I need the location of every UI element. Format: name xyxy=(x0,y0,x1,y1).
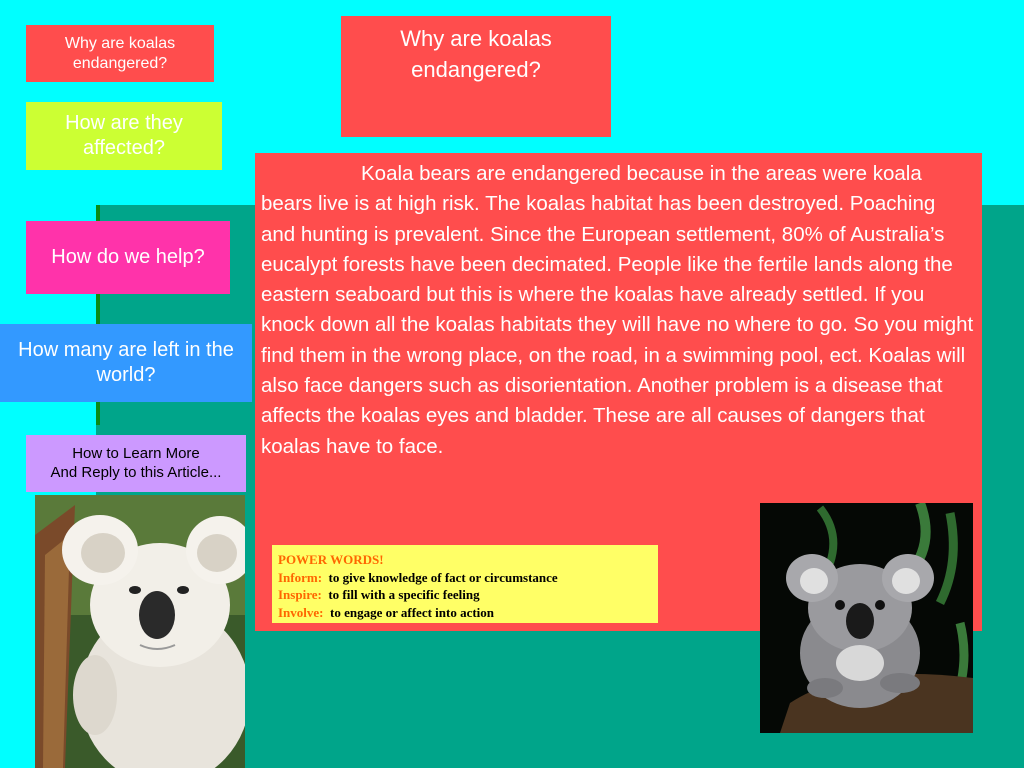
power-word-term: Inform: xyxy=(278,569,323,585)
koala-photo-left xyxy=(35,495,245,768)
nav-how-many-left-label: How many are left in the world? xyxy=(18,339,234,386)
nav-learn-more-button[interactable] xyxy=(26,435,246,492)
nav-how-affected-button[interactable] xyxy=(26,102,222,170)
page-title-text: Why are koalas endangered? xyxy=(400,26,552,82)
nav-how-many-left-button[interactable] xyxy=(0,324,252,402)
nav-learn-more-label xyxy=(51,445,222,483)
nav-how-affected-label: How are they affected? xyxy=(65,112,183,159)
power-words-heading: POWER WORDS! xyxy=(278,552,384,567)
power-word-term: Involve: xyxy=(278,604,324,620)
nav-how-help-button[interactable] xyxy=(26,221,230,294)
nav-how-help-label: How do we help? xyxy=(51,246,205,268)
nav-why-endangered-button[interactable] xyxy=(26,25,214,82)
nav-learn-more-line1: How to Learn More xyxy=(72,444,200,462)
nav-why-endangered-label: Why are koalas endangered? xyxy=(64,34,176,72)
power-word-row xyxy=(278,569,652,587)
nav-learn-more-line2: And Reply to this Article... xyxy=(50,463,222,481)
power-word-row xyxy=(278,586,652,604)
power-word-definition: to fill with a specific feeling xyxy=(328,587,480,602)
power-word-term: Inspire: xyxy=(278,587,322,602)
power-word-definition: to engage or affect into action xyxy=(330,604,495,620)
power-word-row xyxy=(278,604,652,622)
article-body-text: Koala bears are endangered because in the areas were koala bears live is at high risk. The koalas habitat has been destroyed. Poaching and hunting is prevalent. Since the European settlement, 80% of Australia’s eucalypt forests have been decimated. People like the fertile lands along the eastern seaboard but this is where the koalas have already settled. If you knock down all the koalas habitats they will have no where to go. So you might find them in the wrong place, on the road, in a swimming pool, ect. Koalas will also face dangers such as disorientation. Another problem is a disease that affects the koalas eyes and bladder. These are all causes of dangers that koalas have to face. xyxy=(261,162,974,458)
page-title xyxy=(341,16,611,137)
koala-photo-right xyxy=(760,503,973,733)
power-words-box xyxy=(272,545,658,623)
power-word-definition: to give knowledge of fact or circumstance xyxy=(328,569,558,585)
